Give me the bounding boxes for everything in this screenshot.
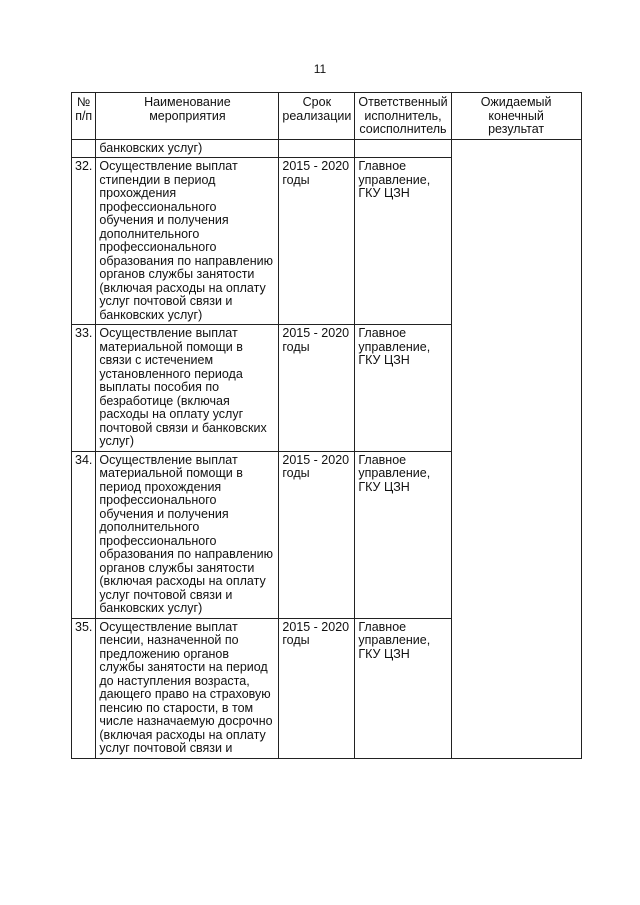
measures-table — [71, 92, 582, 759]
header-num: № п/п — [72, 93, 96, 140]
header-result: Ожидаемый конечный результат — [451, 93, 581, 140]
cell-executor: Главное управление, ГКУ ЦЗН — [355, 158, 451, 325]
header-executor: Ответственный исполнитель, соисполнитель — [355, 93, 451, 140]
header-row — [72, 93, 582, 140]
cell-executor: Главное управление, ГКУ ЦЗН — [355, 451, 451, 618]
header-period: Срок реализации — [279, 93, 355, 140]
cell-num — [72, 139, 96, 158]
header-name: Наименование мероприятия — [96, 93, 279, 140]
cell-period — [279, 139, 355, 158]
cell-period: 2015 - 2020 годы — [279, 451, 355, 618]
cell-name: Осуществление выплат стипендии в период прохождения профессионального обучения и получения дополнительного профессионального образования по направлению органов службы занятости (включая расходы на оплату услуг почтовой связи и банковских услуг) — [96, 158, 279, 325]
cell-num: 35. — [72, 618, 96, 758]
cell-num: 34. — [72, 451, 96, 618]
cell-num: 32. — [72, 158, 96, 325]
cell-name: Осуществление выплат материальной помощи в период прохождения профессионального обучения и получения дополнительного профессионального образования по направлению органов службы занятости (включая расходы на оплату услуг почтовой связи и банковских услуг) — [96, 451, 279, 618]
table-row-continuation — [72, 139, 582, 158]
cell-name: банковских услуг) — [96, 139, 279, 158]
cell-num: 33. — [72, 325, 96, 452]
cell-executor: Главное управление, ГКУ ЦЗН — [355, 618, 451, 758]
cell-executor — [355, 139, 451, 158]
cell-executor: Главное управление, ГКУ ЦЗН — [355, 325, 451, 452]
cell-period: 2015 - 2020 годы — [279, 325, 355, 452]
cell-name: Осуществление выплат пенсии, назначенной по предложению органов службы занятости на период до наступления возраста, дающего право на страховую пенсию по старости, в том числе назначаемую досрочно (включая расходы на оплату услуг почтовой связи и — [96, 618, 279, 758]
cell-period: 2015 - 2020 годы — [279, 618, 355, 758]
cell-period: 2015 - 2020 годы — [279, 158, 355, 325]
page-number: 11 — [313, 62, 327, 76]
cell-name: Осуществление выплат материальной помощи в связи с истечением установленного периода выплаты пособия по безработице (включая расходы на оплату услуг почтовой связи и банковских услуг) — [96, 325, 279, 452]
cell-result — [451, 139, 581, 758]
